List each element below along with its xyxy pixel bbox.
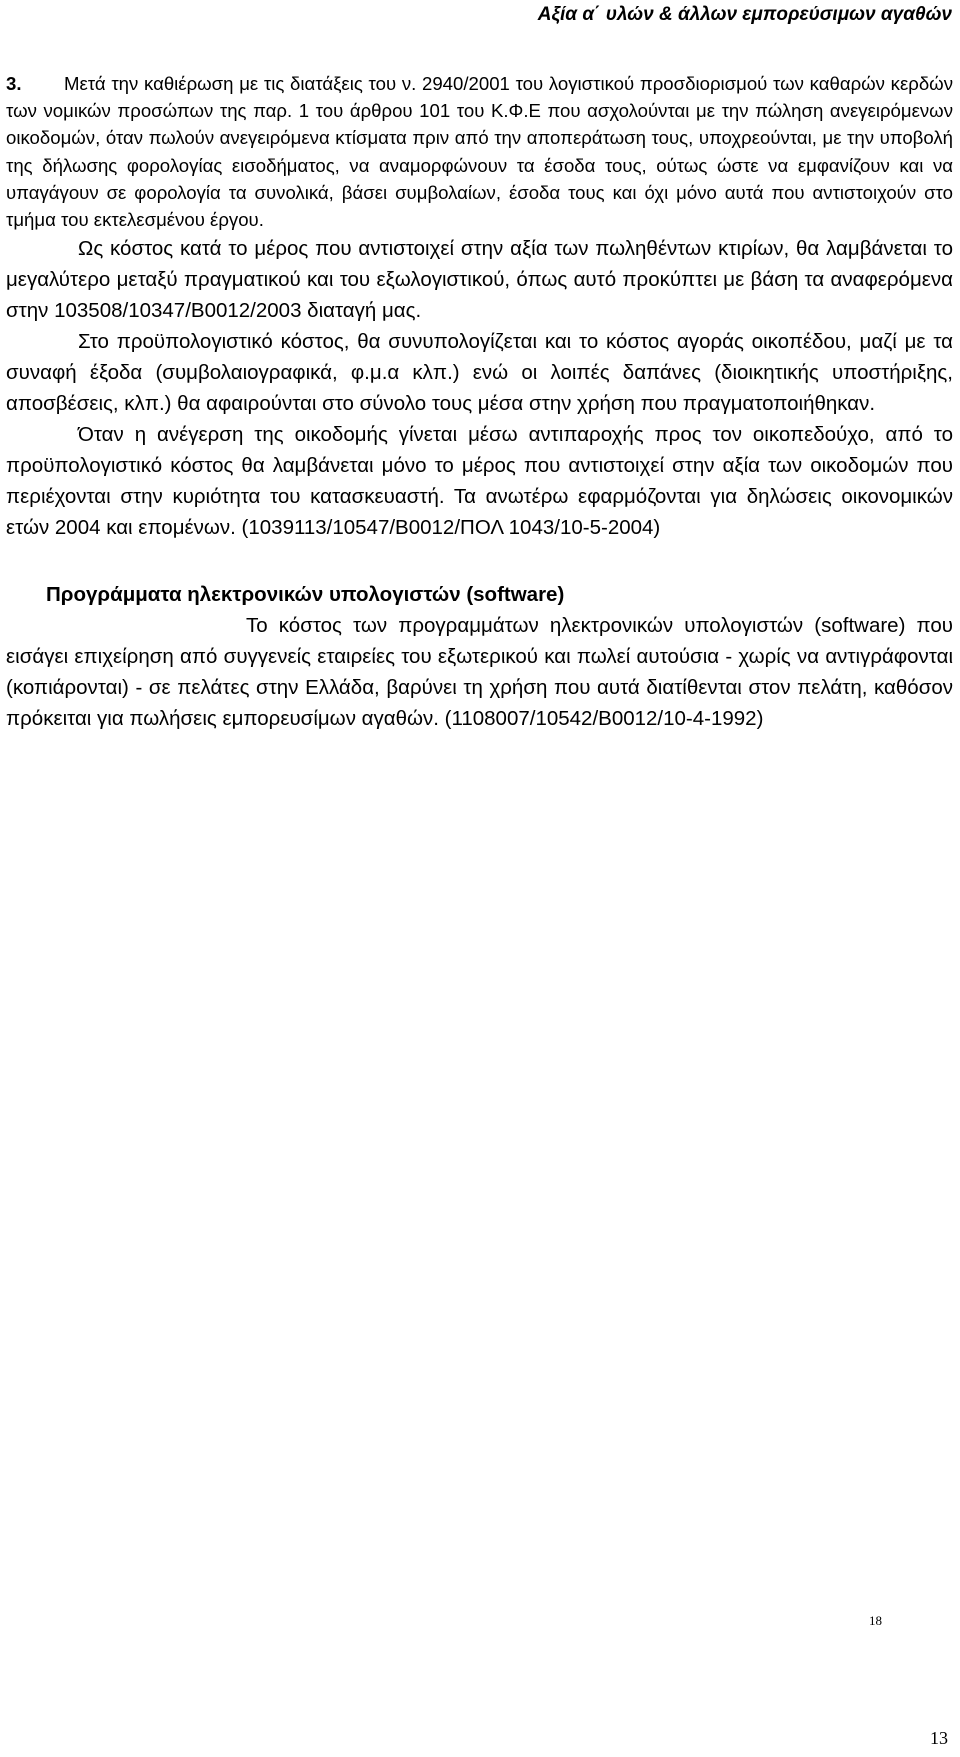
line-number: 18 [869,1613,882,1628]
section-gap [6,543,953,579]
item-number: 3. [6,73,22,94]
paragraph-2: Ως κόστος κατά το μέρος που αντιστοιχεί στην αξία των πωληθέντων κτιρίων, θα λαμβάνεται το μεγαλύτερο μεταξύ πραγματικού και του εξωλογιστικού, όπως αυτό προκύπτει με βάση τα αναφερόμενα στην 103508/10347/Β0012/2003 διαταγή μας. [6,237,953,323]
running-header: Αξία α΄ υλών & άλλων εμπορεύσιμων αγαθών [537,4,952,25]
paragraph-1-text: Μετά την καθιέρωση με τις διατάξεις του ν. 2940/2001 του λογιστικού προσδιορισμού των καθαρών κερδών των νομικών προσώπων της παρ. 1 του άρθρου 101 του Κ.Φ.Ε που ασχολούνται με την πώληση ανεγειρόμενων οικοδομών, όταν πωλούν ανεγειρόμενα κτίσματα πριν από την αποπεράτωση τους, υποχρεούνται, με την υποβολή της δήλωσης φορολογίας εισοδήματος, να αναμορφώνουν τα έσοδα τους, ούτως ώστε να εμφανίζουν και να υπαγάγουν σε φορολογία τα συνολικά, βάσει συμβολαίων, έσοδα τους και όχι μόνο αυτά που αντιστοιχούν στο τμήμα του εκτελεσμένου έργου. [6,73,953,231]
page-number: 13 [930,1728,948,1748]
paragraph-5: Το κόστος των προγραμμάτων ηλεκτρονικών υπολογιστών (software) που εισάγει επιχείρηση από συγγενείς εταιρείες του εξωτερικού και πωλεί αυτούσια - χωρίς να αντιγράφονται (κοπιάρονται) - σε πελάτες στην Ελλάδα, βαρύνει τη χρήση που αυτά διατίθενται στον πελάτη, καθόσον πρόκειται για πωλήσεις εμπορευσίμων αγαθών. (1108007/10542/Β0012/10-4-1992) [6,614,953,731]
paragraph-3: Στο προϋπολογιστικό κόστος, θα συνυπολογίζεται και το κόστος αγοράς οικοπέδου, μαζί με τα συναφή έξοδα (συμβολαιογραφικά, φ.μ.α κλπ.) ενώ οι λοιπές δαπάνες (διοικητικής υποστήριξης, αποσβέσεις, κλπ.) θα αφαιρούνται στο σύνολο τους μέσα στην χρήση που πραγματοποιήθηκαν. [6,330,953,416]
paragraph-4: Όταν η ανέγερση της οικοδομής γίνεται μέσω αντιπαροχής προς τον οικοπεδούχο, από το προϋπολογιστικό κόστος θα λαμβάνεται μόνο το μέρος που αντιστοιχεί στην αξία των οικοδομών που περιέχονται στην κυριότητα του κατασκευαστή. Τα ανωτέρω εφαρμόζονται για δηλώσεις οικονομικών ετών 2004 και επομένων. (1039113/10547/Β0012/ΠΟΛ 1043/10-5-2004) [6,423,953,540]
section-title: Προγράμματα ηλεκτρονικών υπολογιστών (software) [46,583,565,607]
page-content [6,70,953,734]
paragraph-1 [6,70,953,233]
